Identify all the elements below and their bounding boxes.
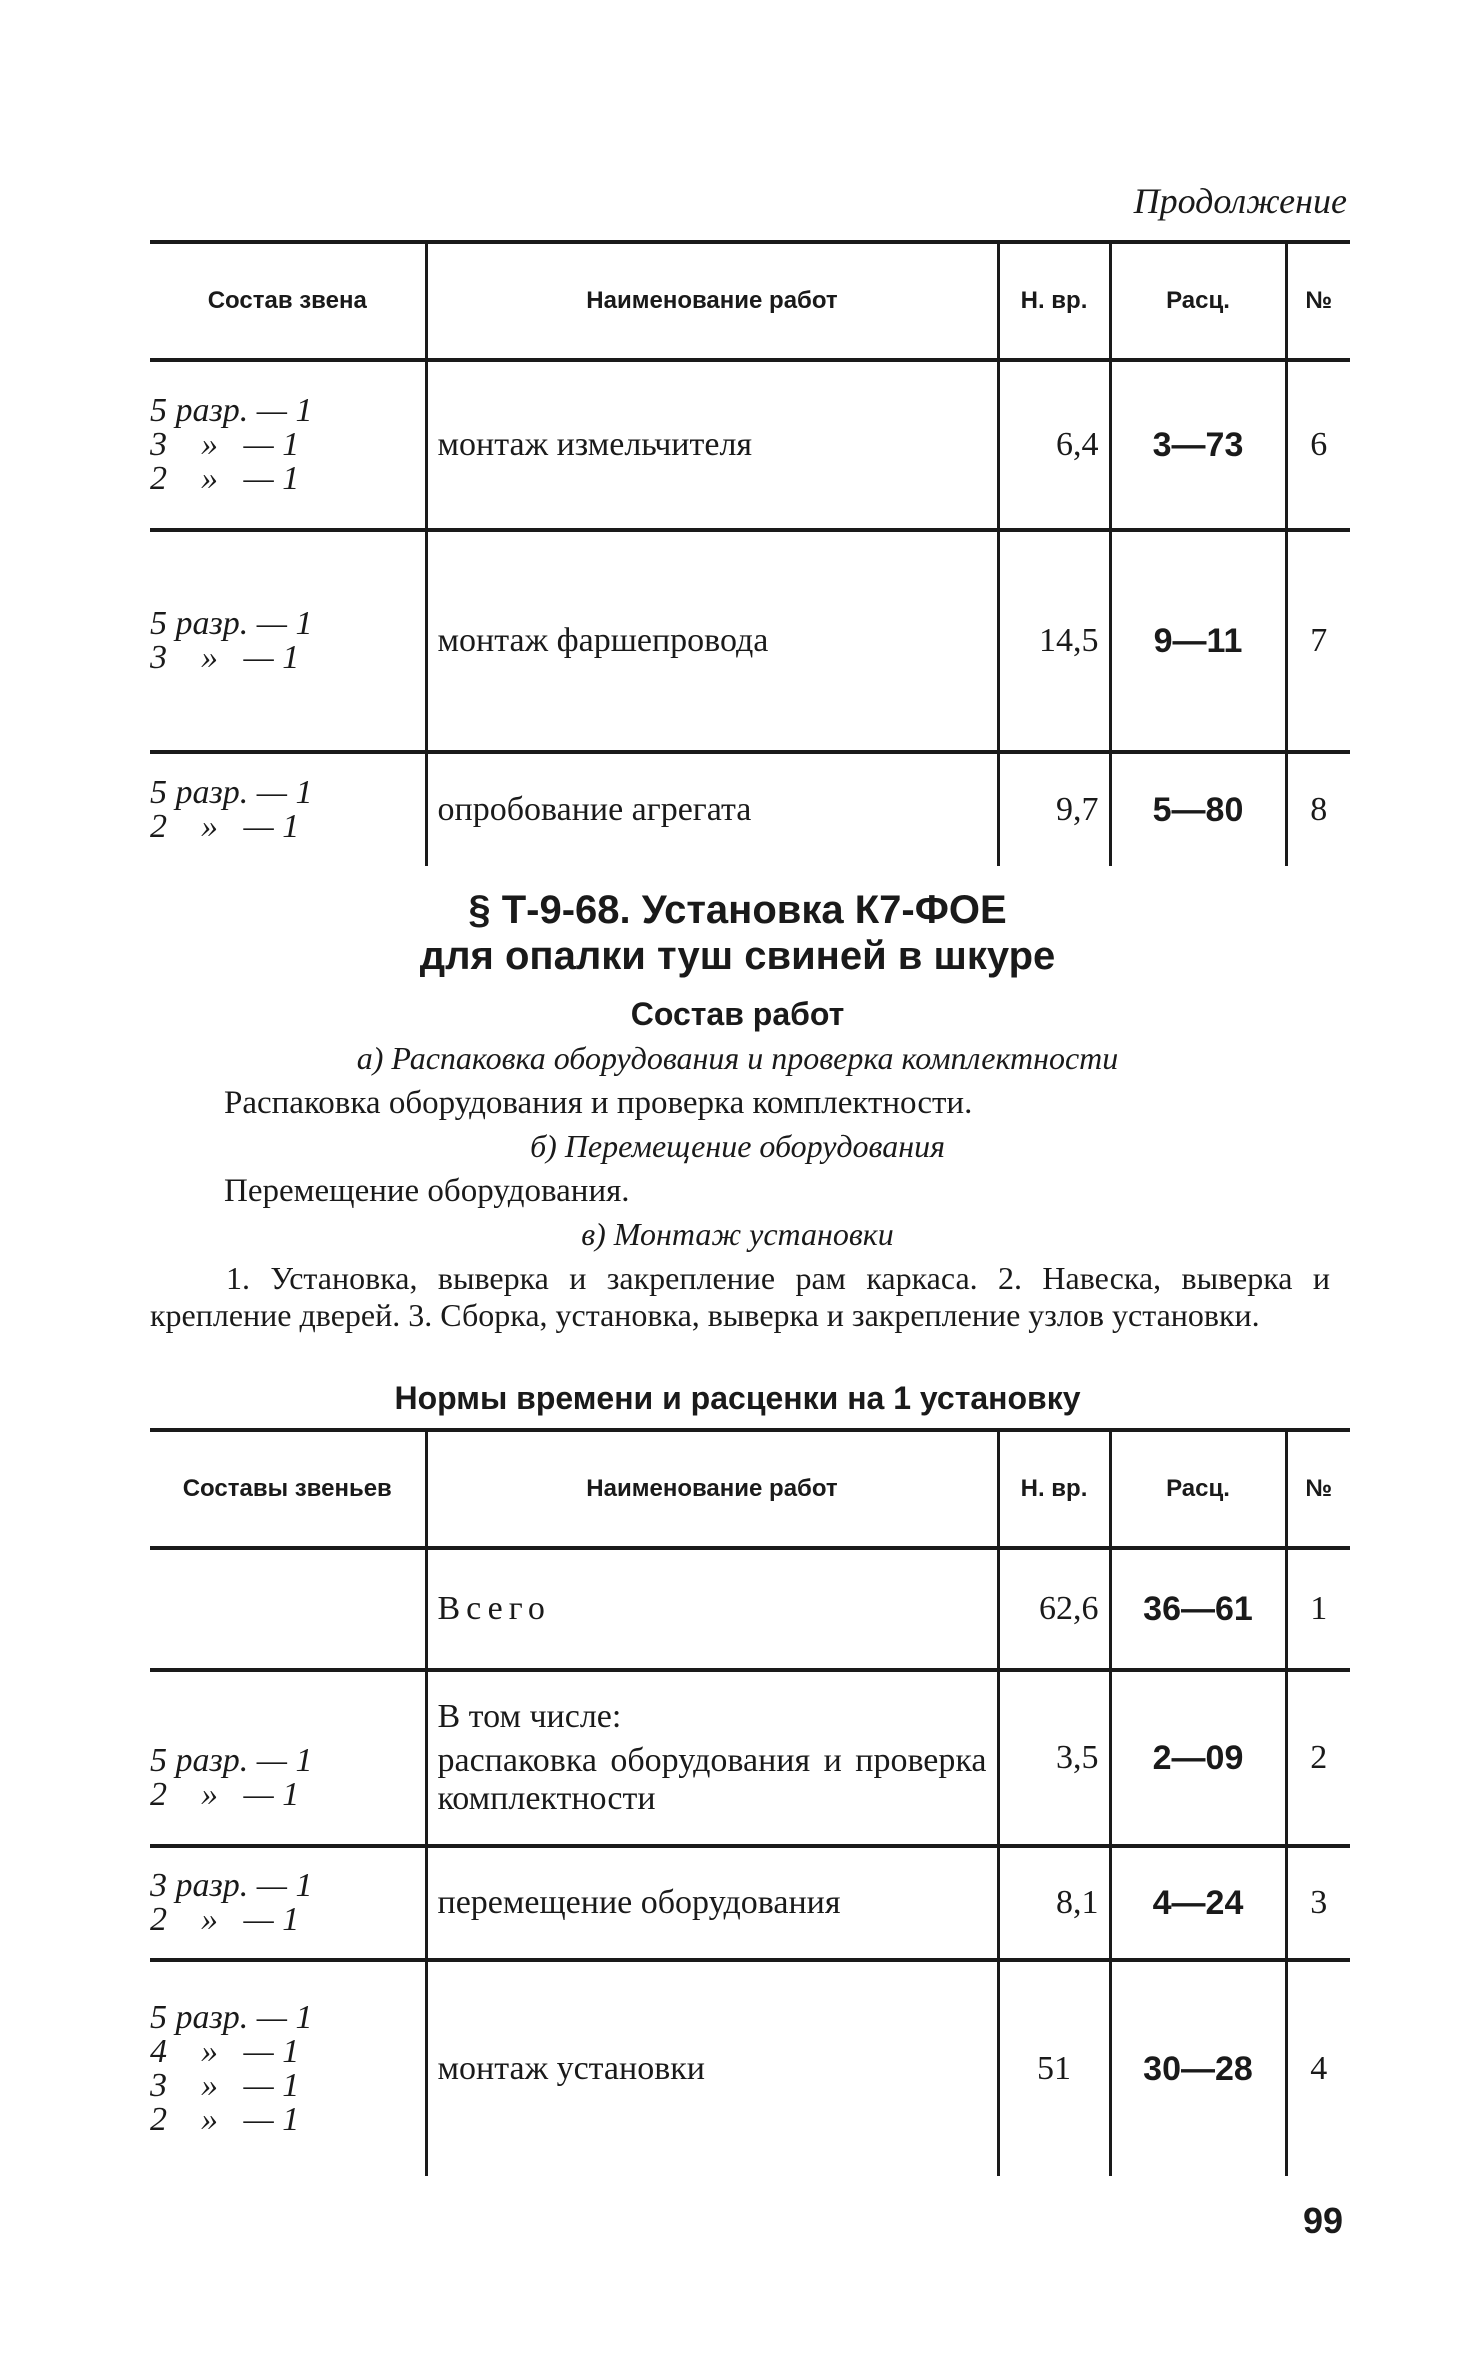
subsection-c-heading: в) Монтаж установки [581,1216,894,1252]
row-number-cell: 8 [1286,752,1350,866]
time-cell: 51 [998,1960,1110,2176]
time-cell: 62,6 [998,1548,1110,1670]
col-header-crew: Состав звена [150,242,426,360]
composition-heading: Состав работ [630,996,845,1032]
norms-heading: Нормы времени и расценки на 1 установку [394,1380,1081,1416]
row-number-cell: 6 [1286,360,1350,530]
row-number-cell: 2 [1286,1670,1350,1846]
rate-cell: 4—24 [1110,1846,1286,1960]
continued-label: Продолжение [1133,181,1347,221]
table-row [150,1548,1350,1670]
rate-cell: 3—73 [1110,360,1286,530]
norms-table [150,1428,1350,2176]
time-cell: 9,7 [998,752,1110,866]
rate-cell: 9—11 [1110,530,1286,752]
table-header-row [150,1430,1350,1548]
crew-cell [150,1548,426,1670]
work-cell: Всего [426,1548,998,1670]
work-cell: монтаж фаршепровода [426,530,998,752]
rate-cell: 36—61 [1110,1548,1286,1670]
table-row [150,752,1350,866]
col-header-rate: Расц. [1110,242,1286,360]
subsection-b-text: Перемещение оборудования. [224,1173,630,1209]
page-number: 99 [1302,2200,1343,2241]
col-header-work: Наименование работ [426,1430,998,1548]
time-cell: 6,4 [998,360,1110,530]
col-header-rate: Расц. [1110,1430,1286,1548]
row-number-cell: 7 [1286,530,1350,752]
rate-cell: 5—80 [1110,752,1286,866]
row-number-cell: 4 [1286,1960,1350,2176]
col-header-time: Н. вр. [998,242,1110,360]
crew-cell: 5 разр. — 1 2 » — 1 [150,774,313,845]
work-description: распаковка оборудования и проверка комплектности [437,1742,987,1817]
rate-cell: 2—09 [1110,1670,1286,1846]
table-row [150,1846,1350,1960]
crew-cell: 5 разр. — 1 3 » — 1 2 » — 1 [150,392,313,497]
col-header-crew: Составы звеньев [150,1430,426,1548]
subsection-a-heading: а) Распаковка оборудования и проверка комплектности [356,1040,1119,1076]
table-row [150,1960,1350,2176]
section-subtitle: для опалки туш свиней в шкуре [419,934,1056,978]
norms-table-continued [150,240,1350,866]
work-cell: монтаж установки [426,1960,998,2176]
crew-cell: 3 разр. — 1 2 » — 1 [150,1867,313,1938]
subsection-b-heading: б) Перемещение оборудования [530,1128,945,1164]
crew-cell: 5 разр. — 1 2 » — 1 [150,1742,313,1813]
row-number-cell: 1 [1286,1548,1350,1670]
col-header-num: № [1286,1430,1350,1548]
table-row [150,530,1350,752]
work-subheading: В том числе: [437,1698,622,1735]
rate-cell: 30—28 [1110,1960,1286,2176]
work-cell: опробование агрегата [426,752,998,866]
section-title: § Т-9-68. Установка К7-ФОЕ [468,888,1007,932]
table-row [150,360,1350,530]
time-cell: 14,5 [998,530,1110,752]
table-row [150,1670,1350,1846]
col-header-num: № [1286,242,1350,360]
row-number-cell: 3 [1286,1846,1350,1960]
subsection-a-text: Распаковка оборудования и проверка комплектности. [224,1085,973,1121]
col-header-work: Наименование работ [426,242,998,360]
work-cell: монтаж измельчителя [426,360,998,530]
time-cell: 8,1 [998,1846,1110,1960]
crew-cell: 5 разр. — 1 3 » — 1 [150,605,313,676]
time-cell: 3,5 [998,1670,1110,1846]
col-header-time: Н. вр. [998,1430,1110,1548]
work-cell: перемещение оборудования [426,1846,998,1960]
subsection-c-text: 1. Установка, выверка и закрепление рам каркаса. 2. Навеска, выверка и крепление дверей. 3. Сборка, установка, выверка и закрепление узлов установки. [150,1260,1330,1333]
crew-cell: 5 разр. — 1 4 » — 1 3 » — 1 2 » — 1 [150,1999,313,2138]
table-header-row [150,242,1350,360]
work-cell [426,1670,998,1846]
